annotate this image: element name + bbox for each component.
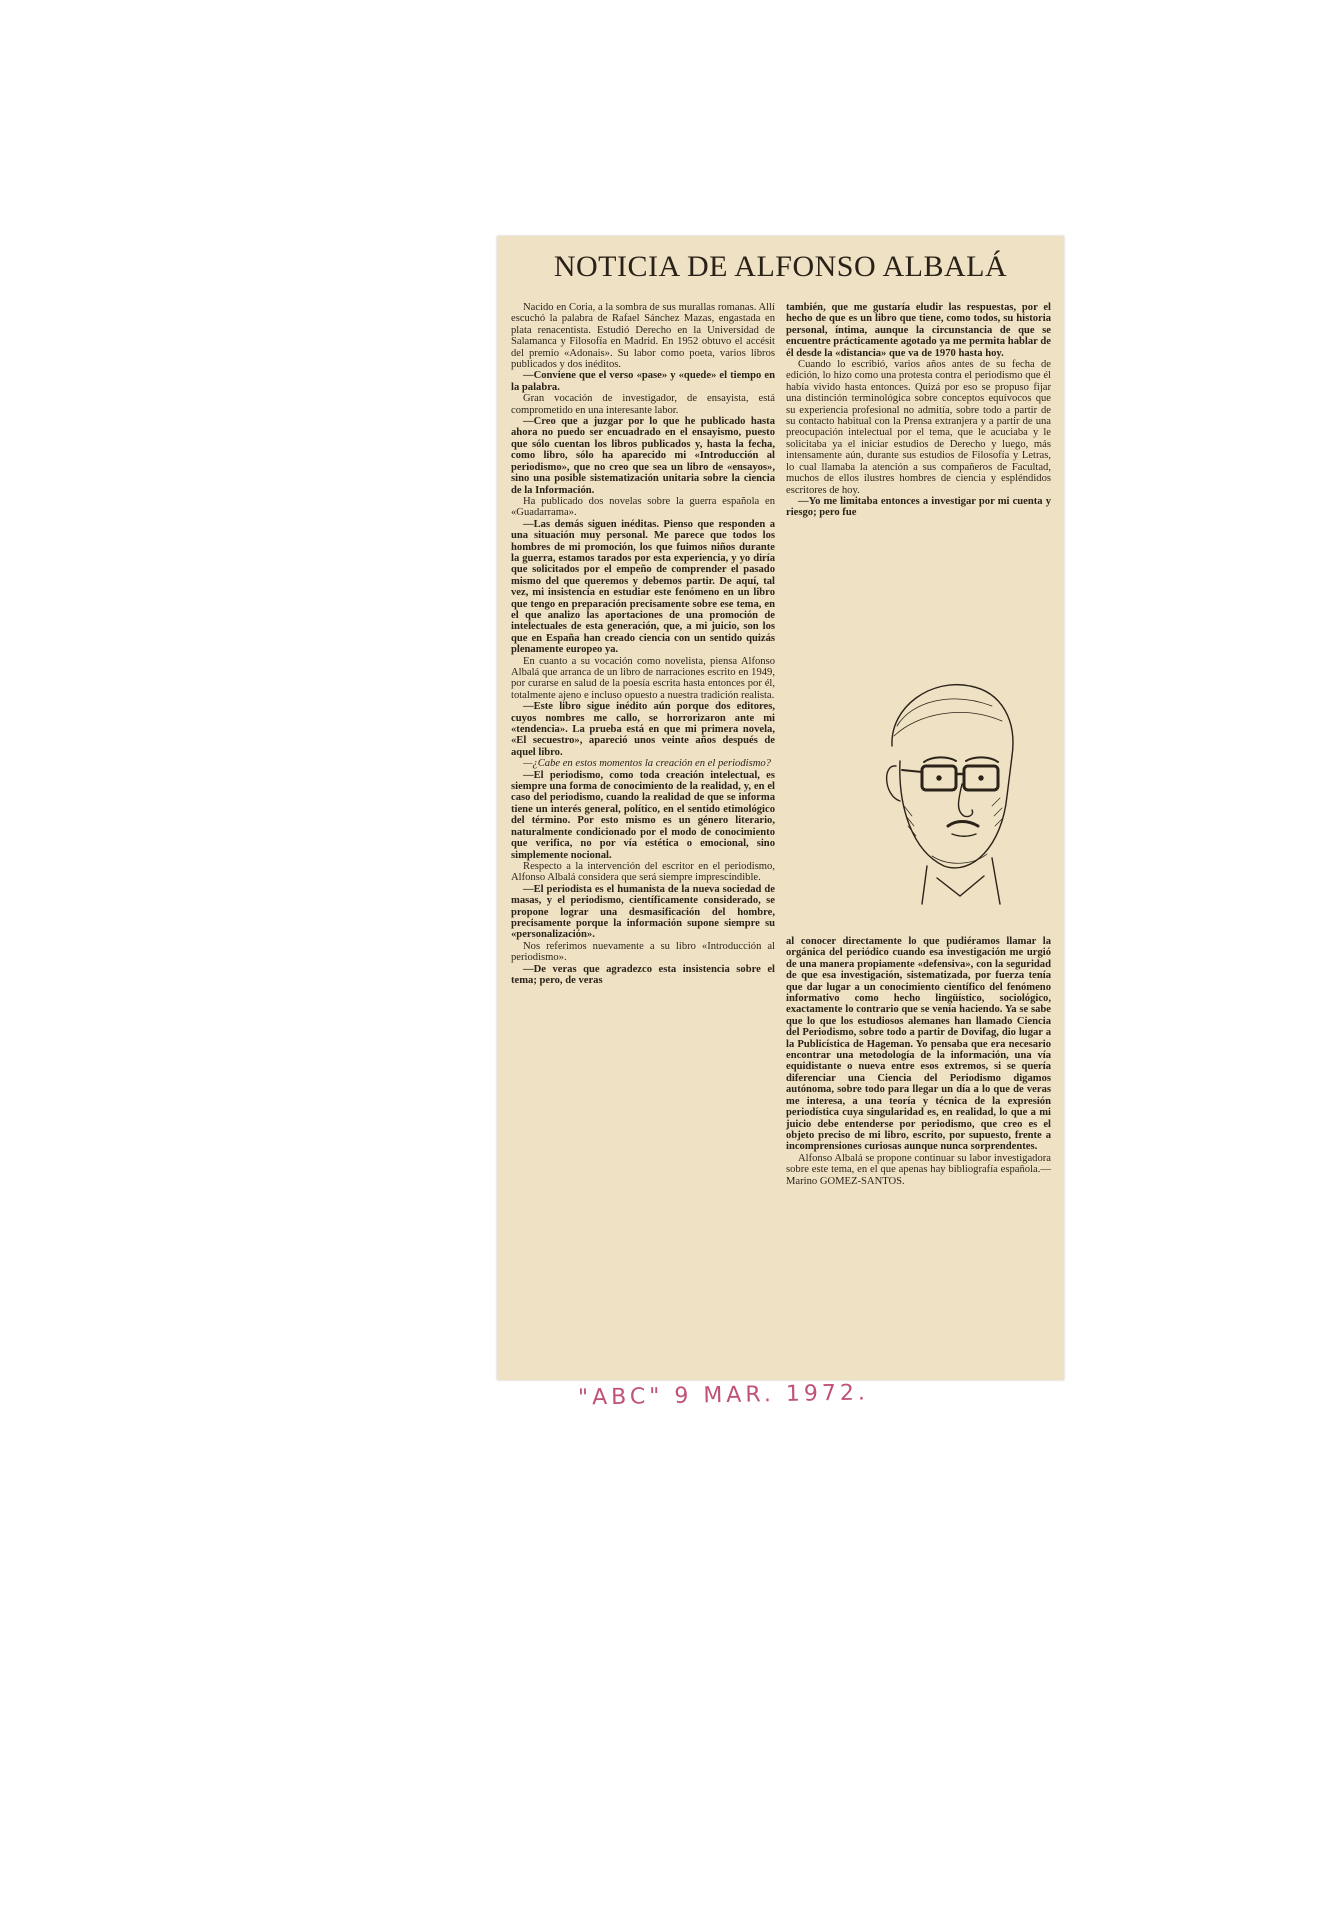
- paragraph: Ha publicado dos novelas sobre la guerra española en «Guadarrama».: [511, 495, 775, 519]
- paragraph: también, que me gustaría eludir las respuestas, por el hecho de que es un libro que tiene, como todos, su historia personal, íntima, aunque la circunstancia de que se encuentre prácticamente agotado ya me permita hablar de él desde la «distancia» que va de 1970 hasta hoy.: [786, 302, 1051, 359]
- article-column-right-top: [786, 302, 1051, 519]
- paragraph: Cuando lo escribió, varios años antes de su fecha de edición, lo hizo como una protesta contra el periodismo que él había vivido hasta entonces. Quizá por eso se propuso fijar una distinción terminológica sobre conceptos equívocos que su experiencia profesional no admitía, sobre todo a partir de su contacto habitual con la Prensa extranjera y a partir de una preocupación intelectual por el tema, que le acuciaba y le solicitaba ya el iniciar estudios de Derecho y luego, más intensamente aún, durante sus estudios de Filosofía y Letras, lo cual llamaba la atención a sus compañeros de Facultad, muchos de ellos ilustres hombres de ciencia y espléndidos escritores de hoy.: [786, 359, 1051, 496]
- paragraph: Nos referimos nuevamente a su libro «Introducción al periodismo».: [511, 940, 775, 964]
- paragraph: —El periodista es el humanista de la nueva sociedad de masas, y el periodismo, científicamente considerado, se propone lograr una desmasificación del hombre, precisamente porque la información supone siempre su «personalización».: [511, 883, 775, 941]
- article-title: NOTICIA DE ALFONSO ALBALÁ: [553, 250, 1008, 283]
- paragraph: —Este libro sigue inédito aún porque dos editores, cuyos nombres me callo, se horrorizaron ante mi «tendencia». La prueba está en que mi primera novela, «El secuestro», apareció unos veinte años después de aquel libro.: [511, 701, 775, 758]
- paragraph: —Creo que a juzgar por lo que he publicado hasta ahora no puedo ser encuadrado en el ensayismo, puesto que sólo cuentan los libros publicados y, hasta la fecha, como libro, sólo ha aparecido mi «Introducción al periodismo», que no creo que sea un libro de «ensayos», sino una posible sistematización unitaria sobre la ciencia de la Información.: [511, 416, 775, 496]
- paragraph: —Yo me limitaba entonces a investigar por mi cuenta y riesgo; pero fue: [786, 495, 1051, 519]
- paragraph: —¿Cabe en estos momentos la creación en el periodismo?: [523, 758, 771, 770]
- portrait-illustration: [852, 666, 1032, 906]
- paragraph: En cuanto a su vocación como novelista, piensa Alfonso Albalá que arranca de un libro de narraciones escrito en 1949, por curarse en salud de la poesía escrita hasta entonces por él, totalmente ajeno e incluso opuesto a nuestra tradición realista.: [511, 655, 775, 701]
- article-column-right-bottom: [786, 936, 1051, 1187]
- paragraph: —El periodismo, como toda creación intelectual, es siempre una forma de conocimiento de la realidad, y, en el caso del periodismo, cuando la realidad de que se informa tiene un interés general, político, en el sentido etimológico del término. Por esto mismo es un género literario, naturalmente condicionado por el modo de conocimiento que verifica, no por vía estética o emocional, sino simplemente nocional.: [511, 769, 775, 861]
- paragraph: —Conviene que el verso «pase» y «quede» el tiempo en la palabra.: [511, 370, 775, 393]
- handwritten-source-date: "ABC" 9 MAR. 1972.: [577, 1380, 870, 1411]
- article-column-left: [511, 302, 775, 986]
- newspaper-clipping: [497, 236, 1064, 1380]
- paragraph: Nacido en Coria, a la sombra de sus murallas romanas. Allí escuchó la palabra de Rafael Sánchez Mazas, engastada en plata renacentista. Estudió Derecho en la Universidad de Salamanca y Filosofía en Madrid. En 1952 obtuvo el accésit del premio «Adonais». Su labor como poeta, varios libros publicados y dos inéditos.: [511, 302, 775, 371]
- paragraph: al conocer directamente lo que pudiéramos llamar la orgánica del periódico cuando esa investigación me urgió de una manera propiamente «defensiva», con la seguridad de que esa investigación, sistematizada, por fuerza tenía que dar lugar a un conocimiento científico del fenómeno informativo como hecho lingüístico, sociológico, exactamente lo contrario que se venía haciendo. Ya se sabe que lo que los estudiosos alemanes han llamado Ciencia del Periodismo, sobre todo a partir de Dovifag, dio lugar a la Publicística de Hageman. Yo pensaba que era necesario encontrar una metodología de la información, una vía equidistante o nueva entre esos extremos, si se quería diferenciar una Ciencia del Periodismo digamos autónoma, sobre todo para llegar un día a lo que de veras me interesa, a una teoría y técnica de la expresión periodística cuya singularidad es, en realidad, lo que a mi juicio debe entenderse por periodismo, que creo es el objeto preciso de mi libro, escrito, por supuesto, frente a incomprensiones curiosas aunque nunca sorprendentes.: [786, 936, 1051, 1153]
- paragraph: —De veras que agradezco esta insistencia sobre el tema; pero, de veras: [511, 963, 775, 986]
- paragraph: Gran vocación de investigador, de ensayista, está comprometido en una interesante labor.: [511, 393, 775, 416]
- paragraph: —Las demás siguen inéditas. Pienso que responden a una situación muy personal. Me parece que todos los hombres de mi promoción, los que fuimos niños durante la guerra, estamos tarados por esta experiencia, y yo diría que solicitados por el empeño de comprender el pasado mismo del que queremos y debemos partir. De aquí, tal vez, mi insistencia en estudiar este fenómeno en un libro que tengo en preparación precisamente sobre ese tema, en el que analizo las aportaciones de una promoción de intelectuales de esta generación, que, a mi juicio, son los que en España han creado ciencia con un sentido quizás plenamente europeo ya.: [511, 518, 775, 656]
- paragraph: Alfonso Albalá se propone continuar su labor investigadora sobre este tema, en el que apenas hay bibliografía española.—Marino GOMEZ-SANTOS.: [786, 1152, 1051, 1187]
- paragraph: Respecto a la intervención del escritor en el periodismo, Alfonso Albalá considera que será siempre imprescindible.: [511, 860, 775, 884]
